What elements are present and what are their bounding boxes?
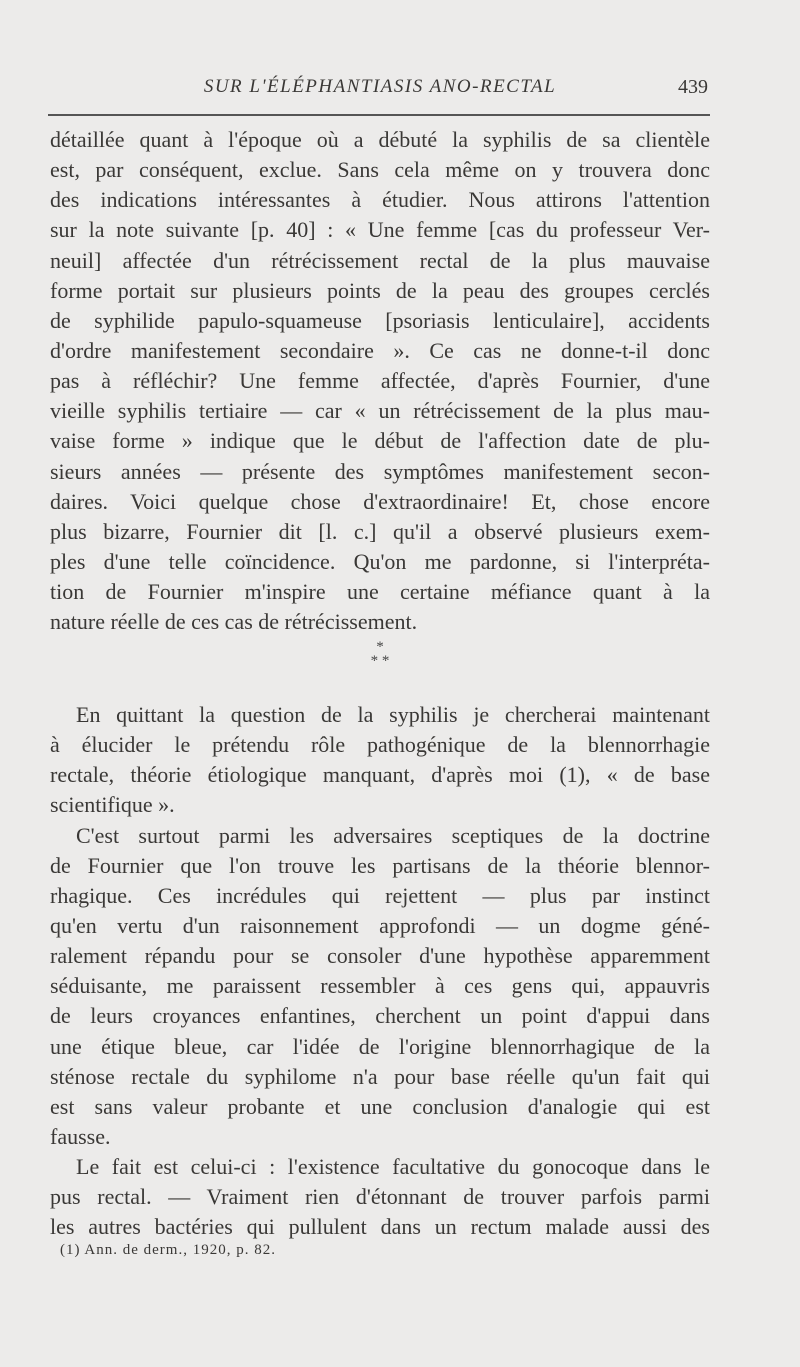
text-line: rhagique. Ces incrédules qui rejettent — plus par instinct (50, 882, 710, 908)
text-line: tion de Fournier m'inspire une certaine méfiance quant à la (50, 579, 710, 605)
text-line: forme portait sur plusieurs points de la peau des groupes cerclés (50, 277, 710, 303)
paragraph-block-1 (50, 125, 710, 637)
text-line: Le fait est celui-ci : l'existence facultative du gonocoque dans le (76, 1154, 710, 1180)
text-line: ples d'une telle coïncidence. Qu'on me pardonne, si l'interpréta- (50, 548, 710, 574)
text-line: C'est surtout parmi les adversaires sceptiques de la doctrine (76, 822, 710, 848)
text-line: pas à réfléchir? Une femme affectée, d'après Fournier, d'une (50, 368, 710, 394)
text-line: qu'en vertu d'un raisonnement approfondi — un dogme géné- (50, 912, 710, 938)
text-line: neuil] affectée d'un rétrécissement rectal de la plus mauvaise (50, 247, 710, 273)
text-line: sur la note suivante [p. 40] : « Une femme [cas du professeur Ver- (50, 217, 710, 243)
text-line: à élucider le prétendu rôle pathogénique de la blennorrhagie (50, 732, 710, 758)
text-line: de leurs croyances enfantines, cherchent un point d'appui dans (50, 1003, 710, 1029)
text-line: est, par conséquent, exclue. Sans cela même on y trouvera donc (50, 157, 710, 183)
header-rule (48, 114, 710, 116)
text-line: détaillée quant à l'époque où a débuté la syphilis de sa clientèle (50, 127, 710, 152)
text-line: de syphilide papulo-squameuse [psoriasis lenticulaire], accidents (50, 307, 710, 333)
running-title: SUR L'ÉLÉPHANTIASIS ANO-RECTAL (203, 76, 557, 97)
text-line: des indications intéressantes à étudier. Nous attirons l'attention (50, 187, 710, 213)
text-line: nature réelle de ces cas de rétrécissement. (50, 609, 418, 635)
text-line: séduisante, me paraissent ressembler à ces gens qui, appauvris (50, 973, 710, 999)
text-line: daires. Voici quelque chose d'extraordinaire! Et, chose encore (50, 488, 710, 514)
text-line: rectale, théorie étiologique manquant, d'après moi (1), « de base (50, 762, 710, 788)
text-line: sténose rectale du syphilome n'a pour base réelle qu'un fait qui (50, 1063, 710, 1089)
text-line: scientifique ». (50, 792, 175, 818)
text-line: ralement répandu pour se consoler d'une hypothèse apparemment (50, 943, 710, 969)
text-line: En quittant la question de la syphilis je chercherai maintenant (76, 702, 710, 727)
page-number: 439 (678, 76, 708, 98)
text-line: vieille syphilis tertiaire — car « un rétrécissement de la plus mau- (50, 398, 710, 424)
paragraph-block-2 (50, 700, 710, 1243)
asterism-bottom: * * (370, 653, 390, 669)
text-line: vaise forme » indique que le début de l'affection date de plu- (50, 428, 710, 454)
text-line: les autres bactéries qui pullulent dans un rectum malade aussi des (50, 1214, 710, 1240)
text-line: d'ordre manifestement secondaire ». Ce cas ne donne-t-il donc (50, 337, 710, 363)
text-line: fausse. (50, 1123, 111, 1149)
text-line: de Fournier que l'on trouve les partisans de la théorie blennor- (50, 852, 710, 878)
text-line: une étique bleue, car l'idée de l'origine blennorrhagique de la (50, 1033, 710, 1059)
footnote: (1) Ann. de derm., 1920, p. 82. (60, 1242, 276, 1258)
text-line: est sans valeur probante et une conclusion d'analogie qui est (50, 1093, 710, 1119)
text-line: pus rectal. — Vraiment rien d'étonnant de trouver parfois parmi (50, 1184, 710, 1210)
asterism-top: * (376, 639, 384, 655)
text-line: sieurs années — présente des symptômes manifestement secon- (50, 458, 710, 484)
text-line: plus bizarre, Fournier dit [l. c.] qu'il a observé plusieurs exem- (50, 518, 710, 544)
running-head (0, 76, 800, 106)
section-ornament (340, 640, 420, 668)
